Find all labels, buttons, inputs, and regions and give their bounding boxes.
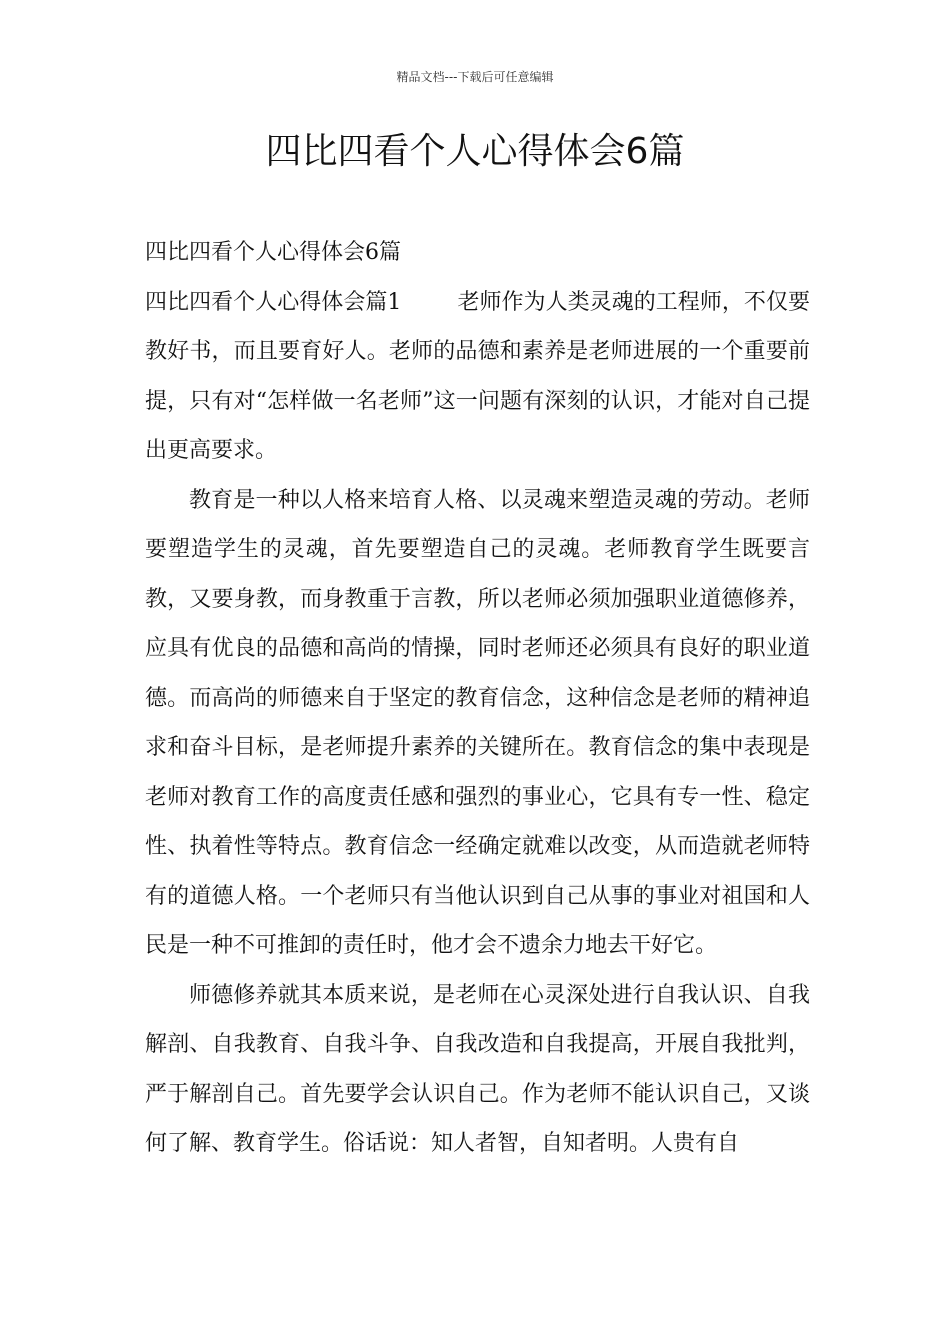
paragraph-1 <box>145 278 810 476</box>
document-subtitle: 四比四看个人心得体会6篇 <box>145 240 401 265</box>
section-label: 四比四看个人心得体会篇1 <box>145 289 402 315</box>
document-body <box>145 228 810 1169</box>
document-title: 四比四看个人心得体会6篇 <box>265 131 685 172</box>
paragraph-2: 教育是一种以人格来培育人格、以灵魂来塑造灵魂的劳动。老师要塑造学生的灵魂，首先要塑造自己的灵魂。老师教育学生既要言教，又要身教，而身教重于言教，所以老师必须加强职业道德修养，应具有优良的品德和高尚的情操，同时老师还必须具有良好的职业道德。而高尚的师德来自于坚定的教育信念，这种信念是老师的精神追求和奋斗目标，是老师提升素养的关键所在。教育信念的集中表现是老师对教育工作的高度责任感和强烈的事业心，它具有专一性、稳定性、执着性等特点。教育信念一经确定就难以改变，从而造就老师特有的道德人格。一个老师只有当他认识到自己从事的事业对祖国和人民是一种不可推卸的责任时，他才会不遗余力地去干好它。 <box>145 487 810 958</box>
header-note: 精品文档---下载后可任意编辑 <box>396 70 554 84</box>
paragraph-3: 师德修养就其本质来说，是老师在心灵深处进行自我认识、自我解剖、自我教育、自我斗争、自我改造和自我提高，开展自我批判，严于解剖自己。首先要学会认识自己。作为老师不能认识自己，又谈何了解、教育学生。俗话说：知人者智，自知者明。人贵有自 <box>145 982 810 1156</box>
paragraph-1-text: 老师作为人类灵魂的工程师，不仅要教好书，而且要育好人。老师的品德和素养是老师进展的一个重要前提，只有对“怎样做一名老师”这一问题有深刻的认识，才能对自己提出更高要求。 <box>145 289 810 463</box>
